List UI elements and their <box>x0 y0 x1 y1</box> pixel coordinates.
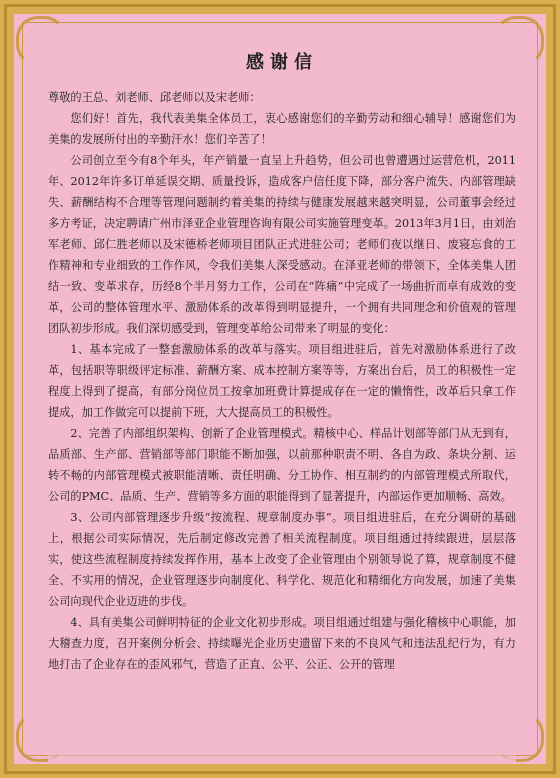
letter-paragraph: 您们好！首先，我代表美集全体员工，衷心感谢您们的辛勤劳动和细心辅导！感谢您们为美集的发展所付出的辛勤汗水！您们辛苦了！ <box>48 112 516 146</box>
letter-title: 感谢信 <box>246 52 318 73</box>
page-cut-fade <box>48 746 516 762</box>
letter-body <box>48 52 516 762</box>
letter-salutation: 尊敬的王总、刘老师、邱老师以及宋老师： <box>48 91 261 104</box>
letter-paragraph: 公司创立至今有8个年头，年产销量一直呈上升趋势，但公司也曾遭遇过运营危机，2011年、2012年许多订单延误交期、质量投诉，造成客户信任度下降，部分客户流失、内部管理缺失、薪酬结构不合理等管理问题制约着美集的持续与健康发展越来越突明显，公司董事会经过多方考证，决定聘请广州市泽亚企业管理咨询有限公司实施管理变革。2013年3月1日，由刘治军老师、邱仁胜老师以及宋德桥老师项目团队正式进驻公司；老师们夜以继日、废寝忘食的工作精神和专业细致的工作作风，令我们美集人深受感动。在泽亚老师的带领下，全体美集人团结一致、变革求存，历经8个半月努力工作，公司在“阵痛”中完成了一场曲折而卓有成效的变革，公司的整体管理水平、激励体系的改革得到明显提升，一个拥有共同理念和价值观的管理团队初步形成。我们深切感受到，管理变革给公司带来了明显的变化： <box>48 154 516 335</box>
letter-paragraph: 4、具有美集公司鲜明特征的企业文化初步形成。项目组通过组建与强化稽核中心职能，加大稽查力度，召开案例分析会、持续曝光企业历史遗留下来的不良风气和违法乱纪行为，有力地打击了企业存在的歪风邪气，营造了正直、公平、公正、公开的管理 <box>48 616 516 671</box>
letter-paragraph: 2、完善了内部组织架构、创新了企业管理模式。精核中心、样品计划部等部门从无到有，品质部、生产部、营销部等部门职能不断加强，以前那种职责不明、各自为政、条块分割、运转不畅的内部管理模式被职能清晰、责任明确、分工协作、相互制约的内部管理模式所取代，公司的PMC、品质、生产、营销等多方面的职能得到了显著提升，内部运作更加顺畅、高效。 <box>48 427 516 503</box>
letter-paragraph: 3、公司内部管理逐步升级“按流程、规章制度办事”。项目组进驻后，在充分调研的基础上，根据公司实际情况，先后制定修改完善了相关流程制度。项目组通过持续跟进，层层落实，使这些流程制度持续发挥作用，基本上改变了企业管理由个别领导说了算，规章制度不健全、不实用的情况，企业管理逐步向制度化、科学化、规范化和精细化方向发展，加速了美集公司向现代企业迈进的步伐。 <box>48 511 516 608</box>
letter-paragraph: 1、基本完成了一整套激励体系的改革与落实。项目组进驻后，首先对激励体系进行了改革，包括职等职级评定标准、薪酬方案、成本控制方案等等，方案出台后，员工的积极性一定程度上得到了提高，有部分岗位员工按拿加班费计算提成存在一定的懒惰性，改革后只拿工作提成，加工作做完可以提前下班，大大提高员工的积极性。 <box>48 343 516 419</box>
